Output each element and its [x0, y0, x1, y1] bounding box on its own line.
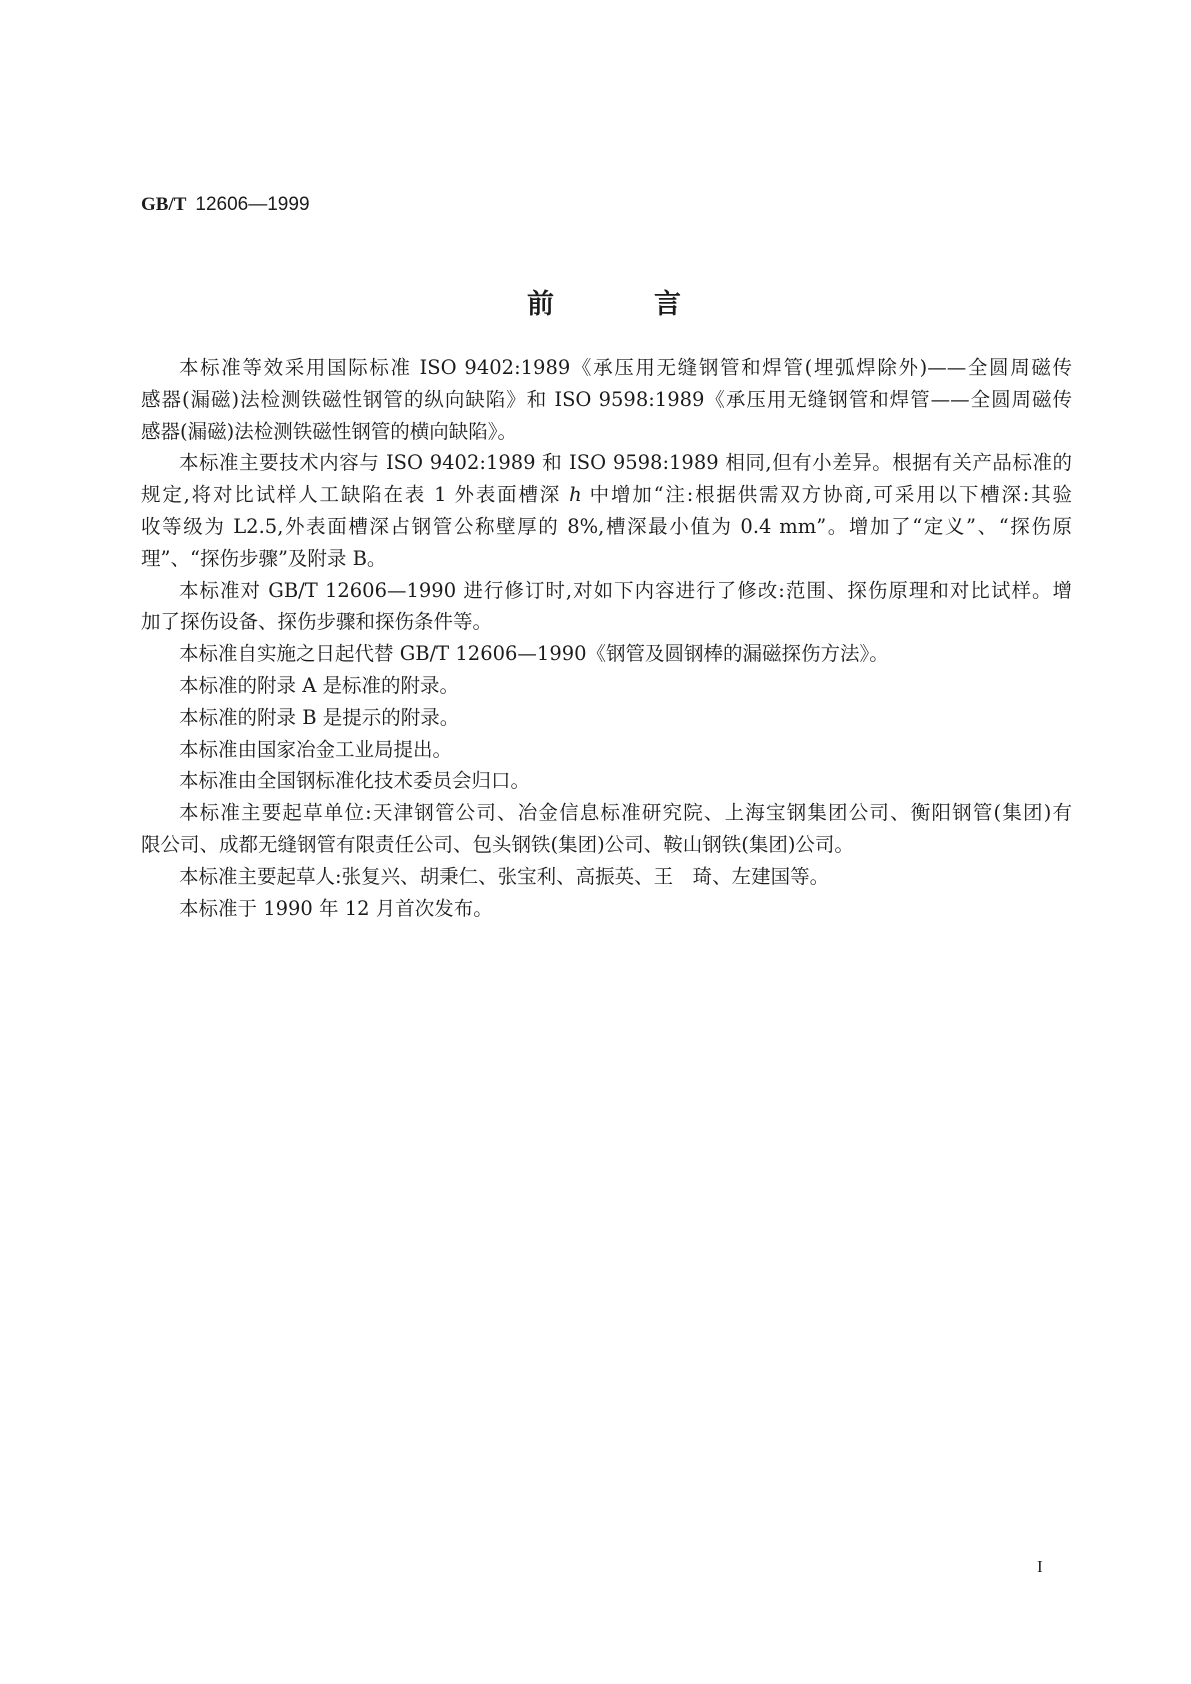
- standard-code-header: [141, 190, 310, 218]
- standard-code-prefix: GB/T: [141, 194, 187, 215]
- paragraph: [141, 670, 1072, 702]
- paragraph: [141, 575, 1072, 639]
- paragraph: [141, 797, 1072, 861]
- paragraph-line: 加了探伤设备、探伤步骤和探伤条件等。: [141, 610, 493, 634]
- paragraph-line: 本标准主要起草人:张复兴、胡秉仁、张宝利、高振英、王 琦、左建国等。: [179, 864, 830, 888]
- paragraph-line: 本标准由国家冶金工业局提出。: [179, 737, 453, 761]
- paragraph-line: 感器(漏磁)法检测铁磁性钢管的横向缺陷》。: [141, 419, 517, 443]
- standard-code-number: 12606—1999: [195, 194, 310, 215]
- paragraph-line: [141, 479, 1072, 511]
- paragraph-line: 本标准的附录 A 是标准的附录。: [179, 673, 459, 697]
- paragraph-line: 本标准的附录 B 是提示的附录。: [179, 705, 460, 729]
- page-number: I: [1037, 1557, 1043, 1576]
- paragraph: [141, 734, 1072, 766]
- paragraph-line: 限公司、成都无缝钢管有限责任公司、包头钢铁(集团)公司、鞍山钢铁(集团)公司。: [141, 832, 854, 856]
- page-title-char: 言: [654, 289, 681, 320]
- paragraph-line: 收等级为 L2.5,外表面槽深占钢管公称壁厚的 8%,槽深最小值为 0.4 mm”。增加了“定义”、“探伤原: [141, 514, 1072, 538]
- line-segment: 中增加“注:根据供需双方协商,可采用以下槽深:其验: [581, 483, 1072, 507]
- paragraph-line: 理”、“探伤步骤”及附录 B。: [141, 546, 387, 570]
- paragraph: [141, 638, 1072, 670]
- line-segment: 规定,将对比试样人工缺陷在表 1 外表面槽深: [141, 483, 570, 507]
- paragraph-line: 本标准自实施之日起代替 GB/T 12606—1990《钢管及圆钢棒的漏磁探伤方法》。: [179, 642, 889, 666]
- paragraph: [141, 861, 1072, 893]
- paragraph-line: 本标准主要起草单位:天津钢管公司、冶金信息标准研究院、上海宝钢集团公司、衡阳钢管(集团)有: [179, 801, 1072, 825]
- preface-body: [141, 352, 1072, 924]
- paragraph: [141, 893, 1072, 925]
- paragraph-line: 本标准主要技术内容与 ISO 9402:1989 和 ISO 9598:1989 相同,但有小差异。根据有关产品标准的: [179, 451, 1072, 475]
- paragraph: [141, 352, 1072, 447]
- paragraph-line: 感器(漏磁)法检测铁磁性钢管的纵向缺陷》和 ISO 9598:1989《承压用无缝钢管和焊管——全圆周磁传: [141, 387, 1072, 411]
- paragraph: [141, 702, 1072, 734]
- paragraph-line: 本标准由全国钢标准化技术委员会归口。: [179, 769, 531, 793]
- paragraph: [141, 765, 1072, 797]
- paragraph-line: 本标准对 GB/T 12606—1990 进行修订时,对如下内容进行了修改:范围、探伤原理和对比试样。增: [179, 578, 1072, 602]
- page-title-char: 前: [527, 289, 554, 320]
- paragraph: [141, 447, 1072, 574]
- paragraph-line: 本标准于 1990 年 12 月首次发布。: [179, 896, 493, 920]
- paragraph-line: 本标准等效采用国际标准 ISO 9402:1989《承压用无缝钢管和焊管(埋弧焊除外)——全圆周磁传: [179, 356, 1072, 379]
- variable-h: h: [569, 483, 582, 507]
